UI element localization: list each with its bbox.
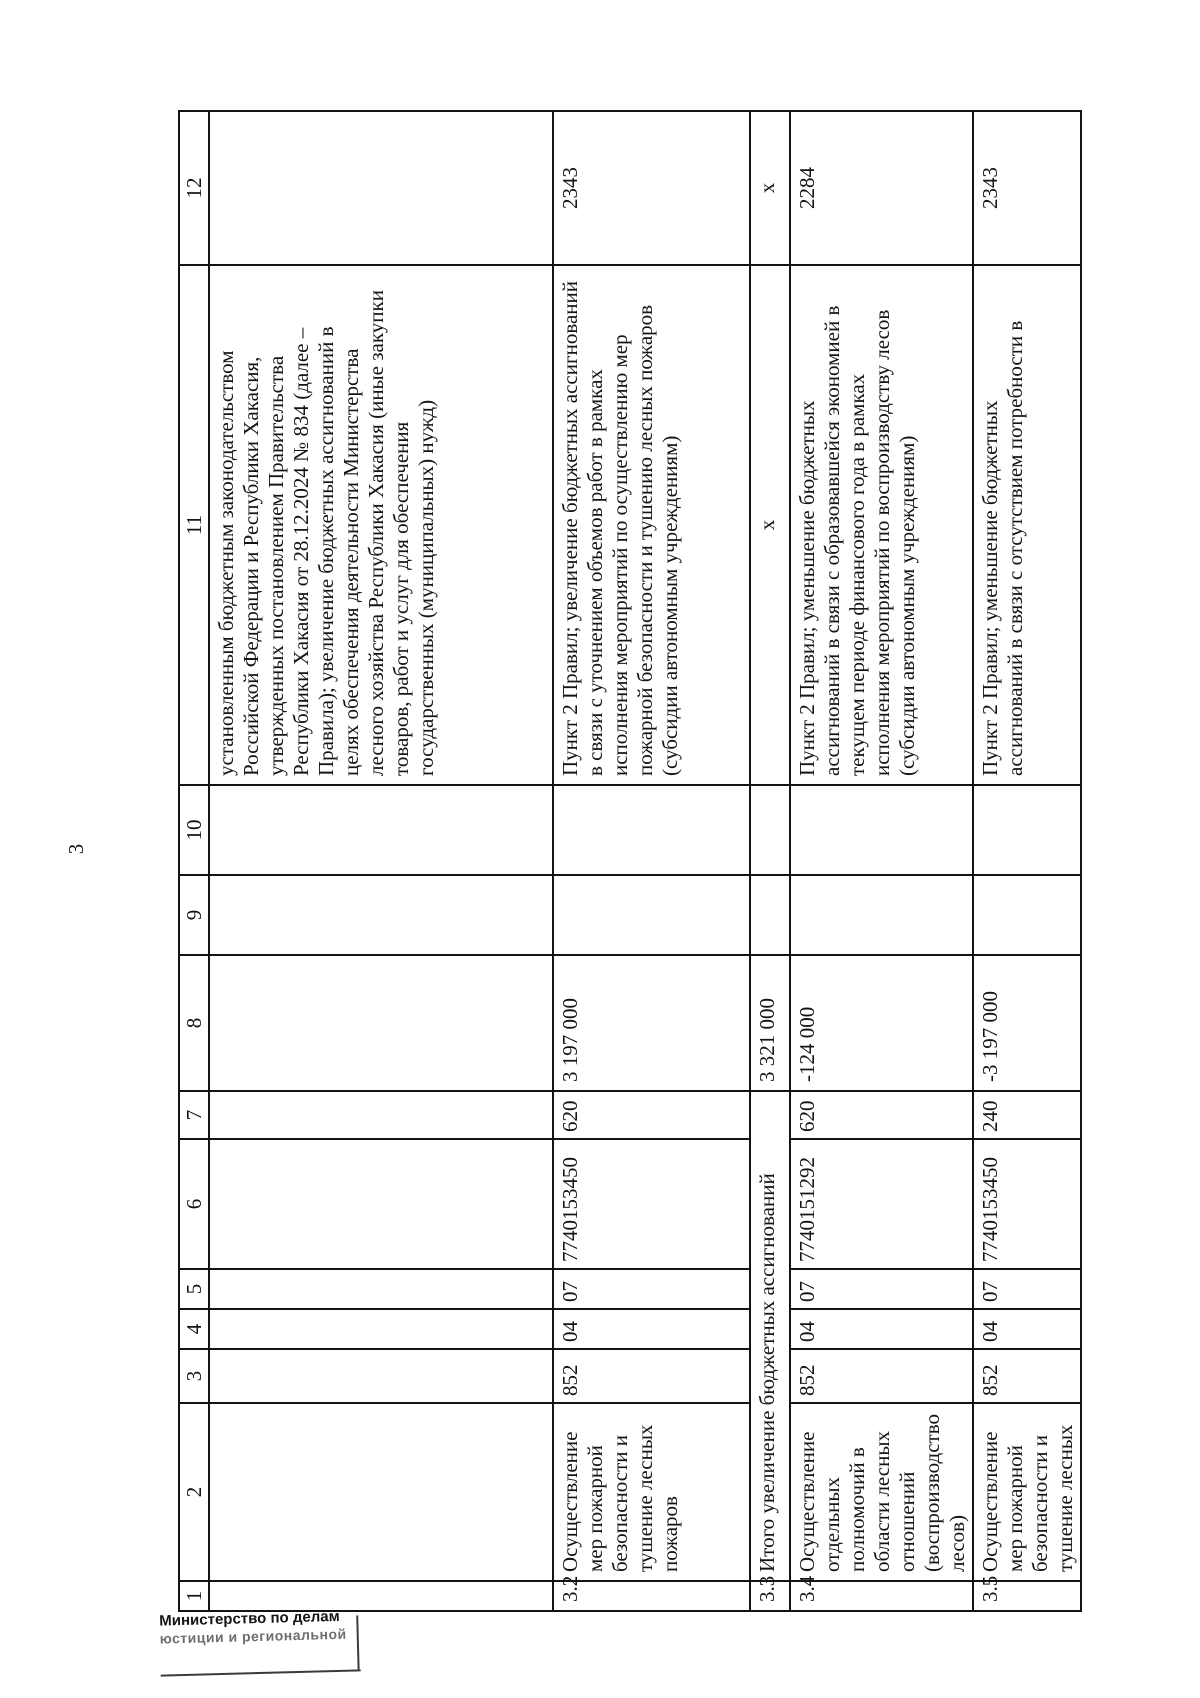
cell-c5: 07 xyxy=(790,1269,973,1309)
ministry-stamp xyxy=(159,1599,361,1694)
cell-justification: Пункт 2 Правил; уменьшение бюджетных ассигнований в связи с отсутствием потребности в xyxy=(973,265,1081,785)
cell-justification: Пункт 2 Правил; увеличение бюджетных ассигнований в связи с уточнением объемов работ в рамках исполнения мероприятий по осуществлению мер пожарной безопасности и тушению лесных пожаров (субсидии автономным учреждениям) xyxy=(553,265,750,785)
cell-c12: 2343 xyxy=(973,111,1081,265)
header-cell-12: 12 xyxy=(179,111,209,265)
table-row-3-3 xyxy=(750,111,790,1611)
cell-name xyxy=(209,1403,553,1581)
table-row-3-5 xyxy=(973,111,1081,1611)
stamp-underline xyxy=(161,1669,361,1676)
header-cell-8: 8 xyxy=(179,955,209,1091)
cell-num: 3.3 xyxy=(750,1581,790,1611)
cell-name: Осуществление мер пожарной безопасности и тушение лесных xyxy=(973,1403,1081,1581)
budget-changes-table xyxy=(178,110,1082,1612)
cell-c8: -124 000 xyxy=(790,955,973,1091)
cell-c10 xyxy=(790,785,973,875)
cell-c5: 07 xyxy=(553,1269,750,1309)
cell-c7: 240 xyxy=(973,1091,1081,1139)
stamp-line-2: юстиции и региональной xyxy=(159,1625,347,1647)
header-cell-2: 2 xyxy=(179,1403,209,1581)
table-header-row xyxy=(179,111,209,1611)
header-cell-1: 1 xyxy=(179,1581,209,1611)
cell-c4 xyxy=(209,1309,553,1349)
cell-justification: установленным бюджетным законодательством Российской Федерации и Республики Хакасия, утвержденных постановлением Правительства Республики Хакасия от 28.12.2024 № 834 (далее – Правила); увеличение бюджетных ассигнований в целях обеспечения деятельности Министерства лесного хозяйства Республики Хакасия (иные закупки товаров, работ и услуг для обеспечения государственных (муниципальных) нужд) xyxy=(209,265,553,785)
header-cell-10: 10 xyxy=(179,785,209,875)
cell-c5 xyxy=(209,1269,553,1309)
cell-c9 xyxy=(209,875,553,955)
cell-c3 xyxy=(209,1349,553,1403)
header-cell-3: 3 xyxy=(179,1349,209,1403)
header-cell-6: 6 xyxy=(179,1139,209,1269)
header-cell-4: 4 xyxy=(179,1309,209,1349)
stamp-edge xyxy=(356,1615,359,1669)
cell-num: 3.5 xyxy=(973,1581,1081,1611)
cell-c6: 7740153450 xyxy=(553,1139,750,1269)
header-cell-11: 11 xyxy=(179,265,209,785)
cell-c3: 852 xyxy=(553,1349,750,1403)
cell-c9 xyxy=(750,875,790,955)
cell-c10 xyxy=(553,785,750,875)
table-row-3-4 xyxy=(790,111,973,1611)
cell-c4: 04 xyxy=(553,1309,750,1349)
table-row-continuation xyxy=(209,111,553,1611)
cell-c6: 7740151292 xyxy=(790,1139,973,1269)
cell-c10 xyxy=(973,785,1081,875)
cell-c9 xyxy=(790,875,973,955)
cell-c9 xyxy=(553,875,750,955)
cell-c7: 620 xyxy=(553,1091,750,1139)
cell-c8: 3 197 000 xyxy=(553,955,750,1091)
cell-c3: 852 xyxy=(973,1349,1081,1403)
cell-c12: 2343 xyxy=(553,111,750,265)
header-cell-9: 9 xyxy=(179,875,209,955)
cell-c12: 2284 xyxy=(790,111,973,265)
cell-num: 3.2 xyxy=(553,1581,750,1611)
cell-num: 3.4 xyxy=(790,1581,973,1611)
cell-c12 xyxy=(209,111,553,265)
cell-c4: 04 xyxy=(790,1309,973,1349)
header-cell-5: 5 xyxy=(179,1269,209,1309)
cell-c8: 3 321 000 xyxy=(750,955,790,1091)
cell-c5: 07 xyxy=(973,1269,1081,1309)
stamp-line-1: Министерство по делам xyxy=(159,1607,340,1630)
cell-c7: 620 xyxy=(790,1091,973,1139)
cell-c8: -3 197 000 xyxy=(973,955,1081,1091)
cell-c3: 852 xyxy=(790,1349,973,1403)
page-number: 3 xyxy=(64,843,88,855)
cell-c8 xyxy=(209,955,553,1091)
table-row-3-2 xyxy=(553,111,750,1611)
header-cell-7: 7 xyxy=(179,1091,209,1139)
cell-c9 xyxy=(973,875,1081,955)
cell-name: Осуществление отдельных полномочий в области лесных отношений (воспроизводство лесов) xyxy=(790,1403,973,1581)
rotated-table-wrapper xyxy=(178,112,1078,1612)
cell-justification: x xyxy=(750,265,790,785)
cell-c4: 04 xyxy=(973,1309,1081,1349)
cell-total-label: Итого увеличение бюджетных ассигнований xyxy=(750,1091,790,1581)
cell-c10 xyxy=(209,785,553,875)
cell-c6 xyxy=(209,1139,553,1269)
cell-c6: 7740153450 xyxy=(973,1139,1081,1269)
cell-c12: x xyxy=(750,111,790,265)
cell-c10 xyxy=(750,785,790,875)
cell-c7 xyxy=(209,1091,553,1139)
cell-name: Осуществление мер пожарной безопасности и тушение лесных пожаров xyxy=(553,1403,750,1581)
cell-justification: Пункт 2 Правил; уменьшение бюджетных ассигнований в связи с образовавшейся экономией в текущем периоде финансового года в рамках исполнения мероприятий по воспроизводству лесов (субсидии автономным учреждениям) xyxy=(790,265,973,785)
